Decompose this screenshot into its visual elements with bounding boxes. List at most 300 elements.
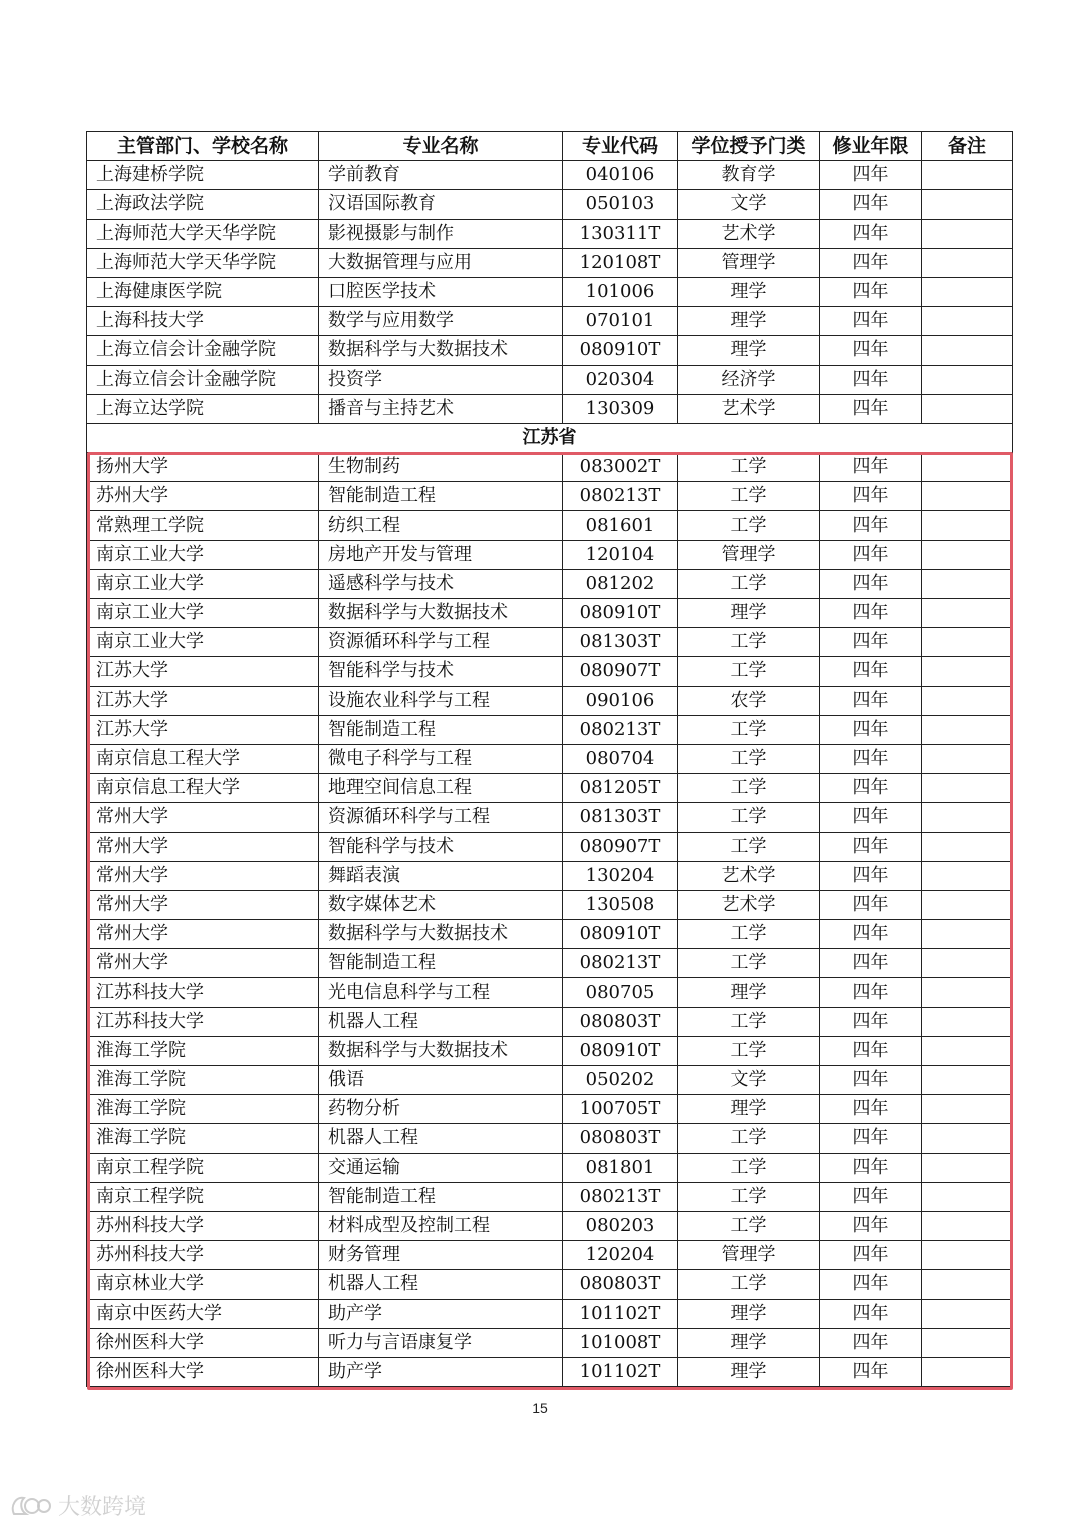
degree-cell: 艺术学 [678, 219, 820, 248]
school-cell: 上海立信会计金融学院 [87, 365, 319, 394]
code-cell: 080213T [563, 949, 678, 978]
school-cell: 上海立达学院 [87, 394, 319, 423]
years-cell: 四年 [820, 482, 922, 511]
school-cell: 常州大学 [87, 803, 319, 832]
table-row [87, 1066, 1013, 1095]
remarks-cell [922, 482, 1013, 511]
major-cell: 大数据管理与应用 [319, 248, 563, 277]
years-cell: 四年 [820, 1182, 922, 1211]
code-cell: 120104 [563, 540, 678, 569]
header-school: 主管部门、学校名称 [87, 132, 319, 161]
years-cell: 四年 [820, 920, 922, 949]
school-cell: 常州大学 [87, 890, 319, 919]
school-cell: 淮海工学院 [87, 1124, 319, 1153]
years-cell: 四年 [820, 219, 922, 248]
years-cell: 四年 [820, 161, 922, 190]
major-cell: 数据科学与大数据技术 [319, 336, 563, 365]
table-row [87, 949, 1013, 978]
table-row [87, 1007, 1013, 1036]
school-cell: 上海健康医学院 [87, 277, 319, 306]
years-cell: 四年 [820, 1241, 922, 1270]
code-cell: 080213T [563, 1182, 678, 1211]
code-cell: 080907T [563, 657, 678, 686]
degree-cell: 管理学 [678, 1241, 820, 1270]
degree-cell: 工学 [678, 1007, 820, 1036]
table-row [87, 1153, 1013, 1182]
degree-cell: 工学 [678, 628, 820, 657]
code-cell: 083002T [563, 453, 678, 482]
table-row [87, 336, 1013, 365]
code-cell: 080704 [563, 744, 678, 773]
table-row [87, 511, 1013, 540]
code-cell: 130508 [563, 890, 678, 919]
major-cell: 交通运输 [319, 1153, 563, 1182]
code-cell: 080910T [563, 1036, 678, 1065]
province-label: 江苏省 [87, 423, 1013, 452]
school-cell: 苏州科技大学 [87, 1211, 319, 1240]
major-cell: 数学与应用数学 [319, 307, 563, 336]
years-cell: 四年 [820, 1357, 922, 1386]
remarks-cell [922, 1211, 1013, 1240]
years-cell: 四年 [820, 1095, 922, 1124]
school-cell: 上海师范大学天华学院 [87, 248, 319, 277]
major-cell: 资源循环科学与工程 [319, 628, 563, 657]
code-cell: 080803T [563, 1270, 678, 1299]
school-cell: 南京工业大学 [87, 628, 319, 657]
remarks-cell [922, 657, 1013, 686]
remarks-cell [922, 890, 1013, 919]
table-row [87, 832, 1013, 861]
school-cell: 南京信息工程大学 [87, 774, 319, 803]
header-major: 专业名称 [319, 132, 563, 161]
major-cell: 数据科学与大数据技术 [319, 1036, 563, 1065]
degree-cell: 理学 [678, 1095, 820, 1124]
table-row [87, 248, 1013, 277]
table-row [87, 1211, 1013, 1240]
code-cell: 081205T [563, 774, 678, 803]
years-cell: 四年 [820, 453, 922, 482]
major-cell: 纺织工程 [319, 511, 563, 540]
table-row [87, 599, 1013, 628]
code-cell: 120108T [563, 248, 678, 277]
years-cell: 四年 [820, 861, 922, 890]
major-cell: 智能科学与技术 [319, 657, 563, 686]
major-cell: 光电信息科学与工程 [319, 978, 563, 1007]
watermark-text: 大数跨境 [58, 1495, 147, 1520]
major-cell: 数字媒体艺术 [319, 890, 563, 919]
table-row [87, 277, 1013, 306]
code-cell: 081303T [563, 628, 678, 657]
degree-cell: 理学 [678, 1357, 820, 1386]
table-row [87, 686, 1013, 715]
code-cell: 081202 [563, 569, 678, 598]
table-row [87, 628, 1013, 657]
table-row [87, 307, 1013, 336]
code-cell: 080203 [563, 1211, 678, 1240]
school-cell: 南京林业大学 [87, 1270, 319, 1299]
school-cell: 江苏大学 [87, 715, 319, 744]
school-cell: 常州大学 [87, 832, 319, 861]
degree-cell: 工学 [678, 511, 820, 540]
school-cell: 南京工业大学 [87, 540, 319, 569]
table-row [87, 453, 1013, 482]
years-cell: 四年 [820, 511, 922, 540]
watermark [8, 1490, 146, 1521]
major-cell: 遥感科学与技术 [319, 569, 563, 598]
header-code: 专业代码 [563, 132, 678, 161]
years-cell: 四年 [820, 978, 922, 1007]
school-cell: 江苏科技大学 [87, 1007, 319, 1036]
code-cell: 130204 [563, 861, 678, 890]
shanghai-rows [87, 161, 1013, 424]
degree-cell: 理学 [678, 277, 820, 306]
table-header-row [87, 132, 1013, 161]
school-cell: 上海科技大学 [87, 307, 319, 336]
degree-cell: 工学 [678, 715, 820, 744]
table-row [87, 1182, 1013, 1211]
code-cell: 081601 [563, 511, 678, 540]
degree-cell: 工学 [678, 949, 820, 978]
remarks-cell [922, 394, 1013, 423]
remarks-cell [922, 1036, 1013, 1065]
table-row [87, 569, 1013, 598]
table-row [87, 1270, 1013, 1299]
years-cell: 四年 [820, 949, 922, 978]
code-cell: 081303T [563, 803, 678, 832]
years-cell: 四年 [820, 1124, 922, 1153]
degree-cell: 文学 [678, 1066, 820, 1095]
degree-cell: 工学 [678, 803, 820, 832]
major-cell: 材料成型及控制工程 [319, 1211, 563, 1240]
major-cell: 汉语国际教育 [319, 190, 563, 219]
table-row [87, 1036, 1013, 1065]
school-cell: 淮海工学院 [87, 1036, 319, 1065]
degree-cell: 工学 [678, 1036, 820, 1065]
code-cell: 050103 [563, 190, 678, 219]
school-cell: 上海建桥学院 [87, 161, 319, 190]
code-cell: 080910T [563, 599, 678, 628]
degree-cell: 工学 [678, 920, 820, 949]
major-cell: 听力与言语康复学 [319, 1328, 563, 1357]
table-row [87, 482, 1013, 511]
major-cell: 智能制造工程 [319, 949, 563, 978]
school-cell: 上海政法学院 [87, 190, 319, 219]
major-cell: 设施农业科学与工程 [319, 686, 563, 715]
major-cell: 助产学 [319, 1357, 563, 1386]
school-cell: 江苏大学 [87, 686, 319, 715]
code-cell: 101102T [563, 1357, 678, 1386]
major-cell: 舞蹈表演 [319, 861, 563, 890]
table-row [87, 365, 1013, 394]
code-cell: 120204 [563, 1241, 678, 1270]
school-cell: 扬州大学 [87, 453, 319, 482]
years-cell: 四年 [820, 248, 922, 277]
table-row [87, 1124, 1013, 1153]
school-cell: 常熟理工学院 [87, 511, 319, 540]
years-cell: 四年 [820, 890, 922, 919]
remarks-cell [922, 1270, 1013, 1299]
table-row [87, 657, 1013, 686]
degree-cell: 管理学 [678, 540, 820, 569]
table-row [87, 1328, 1013, 1357]
table-row [87, 540, 1013, 569]
remarks-cell [922, 803, 1013, 832]
header-remarks: 备注 [922, 132, 1013, 161]
degree-cell: 艺术学 [678, 890, 820, 919]
code-cell: 101008T [563, 1328, 678, 1357]
major-cell: 机器人工程 [319, 1124, 563, 1153]
years-cell: 四年 [820, 540, 922, 569]
years-cell: 四年 [820, 1007, 922, 1036]
province-row [87, 423, 1013, 452]
degree-cell: 艺术学 [678, 394, 820, 423]
major-cell: 资源循环科学与工程 [319, 803, 563, 832]
table-row [87, 219, 1013, 248]
code-cell: 070101 [563, 307, 678, 336]
major-cell: 生物制药 [319, 453, 563, 482]
page-number: 15 [532, 1400, 548, 1416]
major-cell: 机器人工程 [319, 1270, 563, 1299]
table-row [87, 920, 1013, 949]
school-cell: 常州大学 [87, 861, 319, 890]
code-cell: 101102T [563, 1299, 678, 1328]
code-cell: 080910T [563, 336, 678, 365]
years-cell: 四年 [820, 1270, 922, 1299]
major-cell: 影视摄影与制作 [319, 219, 563, 248]
years-cell: 四年 [820, 1153, 922, 1182]
major-cell: 智能制造工程 [319, 715, 563, 744]
remarks-cell [922, 744, 1013, 773]
years-cell: 四年 [820, 394, 922, 423]
school-cell: 苏州大学 [87, 482, 319, 511]
majors-table [86, 131, 1013, 1387]
degree-cell: 理学 [678, 978, 820, 1007]
code-cell: 080213T [563, 715, 678, 744]
degree-cell: 理学 [678, 307, 820, 336]
remarks-cell [922, 190, 1013, 219]
years-cell: 四年 [820, 277, 922, 306]
degree-cell: 理学 [678, 1299, 820, 1328]
code-cell: 100705T [563, 1095, 678, 1124]
remarks-cell [922, 832, 1013, 861]
degree-cell: 工学 [678, 832, 820, 861]
major-cell: 投资学 [319, 365, 563, 394]
degree-cell: 文学 [678, 190, 820, 219]
years-cell: 四年 [820, 657, 922, 686]
school-cell: 淮海工学院 [87, 1066, 319, 1095]
years-cell: 四年 [820, 1211, 922, 1240]
remarks-cell [922, 161, 1013, 190]
major-cell: 数据科学与大数据技术 [319, 920, 563, 949]
years-cell: 四年 [820, 774, 922, 803]
school-cell: 南京工业大学 [87, 599, 319, 628]
major-cell: 播音与主持艺术 [319, 394, 563, 423]
degree-cell: 工学 [678, 482, 820, 511]
remarks-cell [922, 628, 1013, 657]
remarks-cell [922, 219, 1013, 248]
school-cell: 南京中医药大学 [87, 1299, 319, 1328]
school-cell: 江苏科技大学 [87, 978, 319, 1007]
table-row [87, 161, 1013, 190]
degree-cell: 农学 [678, 686, 820, 715]
major-cell: 助产学 [319, 1299, 563, 1328]
major-cell: 药物分析 [319, 1095, 563, 1124]
table-row [87, 774, 1013, 803]
years-cell: 四年 [820, 1066, 922, 1095]
code-cell: 130309 [563, 394, 678, 423]
code-cell: 020304 [563, 365, 678, 394]
remarks-cell [922, 277, 1013, 306]
degree-cell: 理学 [678, 1328, 820, 1357]
remarks-cell [922, 1328, 1013, 1357]
remarks-cell [922, 599, 1013, 628]
remarks-cell [922, 1095, 1013, 1124]
code-cell: 090106 [563, 686, 678, 715]
degree-cell: 教育学 [678, 161, 820, 190]
remarks-cell [922, 1182, 1013, 1211]
code-cell: 050202 [563, 1066, 678, 1095]
school-cell: 徐州医科大学 [87, 1357, 319, 1386]
code-cell: 130311T [563, 219, 678, 248]
years-cell: 四年 [820, 1299, 922, 1328]
code-cell: 080213T [563, 482, 678, 511]
remarks-cell [922, 949, 1013, 978]
header-years: 修业年限 [820, 132, 922, 161]
table-row [87, 1299, 1013, 1328]
remarks-cell [922, 715, 1013, 744]
degree-cell: 理学 [678, 599, 820, 628]
degree-cell: 理学 [678, 336, 820, 365]
major-cell: 微电子科学与工程 [319, 744, 563, 773]
table-row [87, 803, 1013, 832]
remarks-cell [922, 1153, 1013, 1182]
major-cell: 口腔医学技术 [319, 277, 563, 306]
school-cell: 徐州医科大学 [87, 1328, 319, 1357]
remarks-cell [922, 307, 1013, 336]
years-cell: 四年 [820, 599, 922, 628]
major-cell: 智能制造工程 [319, 1182, 563, 1211]
table-row [87, 190, 1013, 219]
code-cell: 081801 [563, 1153, 678, 1182]
table-row [87, 861, 1013, 890]
years-cell: 四年 [820, 628, 922, 657]
code-cell: 080907T [563, 832, 678, 861]
degree-cell: 工学 [678, 569, 820, 598]
remarks-cell [922, 248, 1013, 277]
remarks-cell [922, 1357, 1013, 1386]
remarks-cell [922, 1124, 1013, 1153]
degree-cell: 工学 [678, 1124, 820, 1153]
degree-cell: 工学 [678, 774, 820, 803]
school-cell: 常州大学 [87, 949, 319, 978]
school-cell: 淮海工学院 [87, 1095, 319, 1124]
years-cell: 四年 [820, 1036, 922, 1065]
remarks-cell [922, 774, 1013, 803]
remarks-cell [922, 920, 1013, 949]
school-cell: 上海立信会计金融学院 [87, 336, 319, 365]
years-cell: 四年 [820, 686, 922, 715]
school-cell: 南京工程学院 [87, 1182, 319, 1211]
school-cell: 江苏大学 [87, 657, 319, 686]
school-cell: 常州大学 [87, 920, 319, 949]
table-row [87, 715, 1013, 744]
major-cell: 数据科学与大数据技术 [319, 599, 563, 628]
degree-cell: 工学 [678, 1182, 820, 1211]
degree-cell: 工学 [678, 657, 820, 686]
code-cell: 080803T [563, 1007, 678, 1036]
degree-cell: 工学 [678, 744, 820, 773]
code-cell: 080803T [563, 1124, 678, 1153]
degree-cell: 工学 [678, 1153, 820, 1182]
remarks-cell [922, 1066, 1013, 1095]
years-cell: 四年 [820, 569, 922, 598]
years-cell: 四年 [820, 1328, 922, 1357]
table-row [87, 1357, 1013, 1386]
school-cell: 南京工业大学 [87, 569, 319, 598]
table-row [87, 394, 1013, 423]
degree-cell: 艺术学 [678, 861, 820, 890]
school-cell: 南京信息工程大学 [87, 744, 319, 773]
years-cell: 四年 [820, 365, 922, 394]
remarks-cell [922, 978, 1013, 1007]
school-cell: 苏州科技大学 [87, 1241, 319, 1270]
years-cell: 四年 [820, 715, 922, 744]
major-cell: 俄语 [319, 1066, 563, 1095]
major-cell: 学前教育 [319, 161, 563, 190]
brand-logo-icon [8, 1492, 52, 1520]
years-cell: 四年 [820, 832, 922, 861]
code-cell: 101006 [563, 277, 678, 306]
degree-cell: 工学 [678, 1270, 820, 1299]
remarks-cell [922, 1241, 1013, 1270]
degree-cell: 管理学 [678, 248, 820, 277]
remarks-cell [922, 686, 1013, 715]
major-cell: 智能科学与技术 [319, 832, 563, 861]
code-cell: 080910T [563, 920, 678, 949]
years-cell: 四年 [820, 744, 922, 773]
jiangsu-rows [87, 453, 1013, 1387]
remarks-cell [922, 861, 1013, 890]
remarks-cell [922, 1299, 1013, 1328]
remarks-cell [922, 336, 1013, 365]
header-degree: 学位授予门类 [678, 132, 820, 161]
table-row [87, 1241, 1013, 1270]
major-cell: 房地产开发与管理 [319, 540, 563, 569]
remarks-cell [922, 511, 1013, 540]
degree-cell: 工学 [678, 1211, 820, 1240]
table-row [87, 744, 1013, 773]
major-cell: 财务管理 [319, 1241, 563, 1270]
degree-cell: 工学 [678, 453, 820, 482]
years-cell: 四年 [820, 336, 922, 365]
years-cell: 四年 [820, 307, 922, 336]
school-cell: 南京工程学院 [87, 1153, 319, 1182]
code-cell: 040106 [563, 161, 678, 190]
table-row [87, 978, 1013, 1007]
table-row [87, 1095, 1013, 1124]
province-row-group [87, 423, 1013, 452]
major-cell: 机器人工程 [319, 1007, 563, 1036]
major-cell: 智能制造工程 [319, 482, 563, 511]
remarks-cell [922, 540, 1013, 569]
remarks-cell [922, 365, 1013, 394]
major-cell: 地理空间信息工程 [319, 774, 563, 803]
school-cell: 上海师范大学天华学院 [87, 219, 319, 248]
years-cell: 四年 [820, 190, 922, 219]
remarks-cell [922, 569, 1013, 598]
table-row [87, 890, 1013, 919]
remarks-cell [922, 1007, 1013, 1036]
